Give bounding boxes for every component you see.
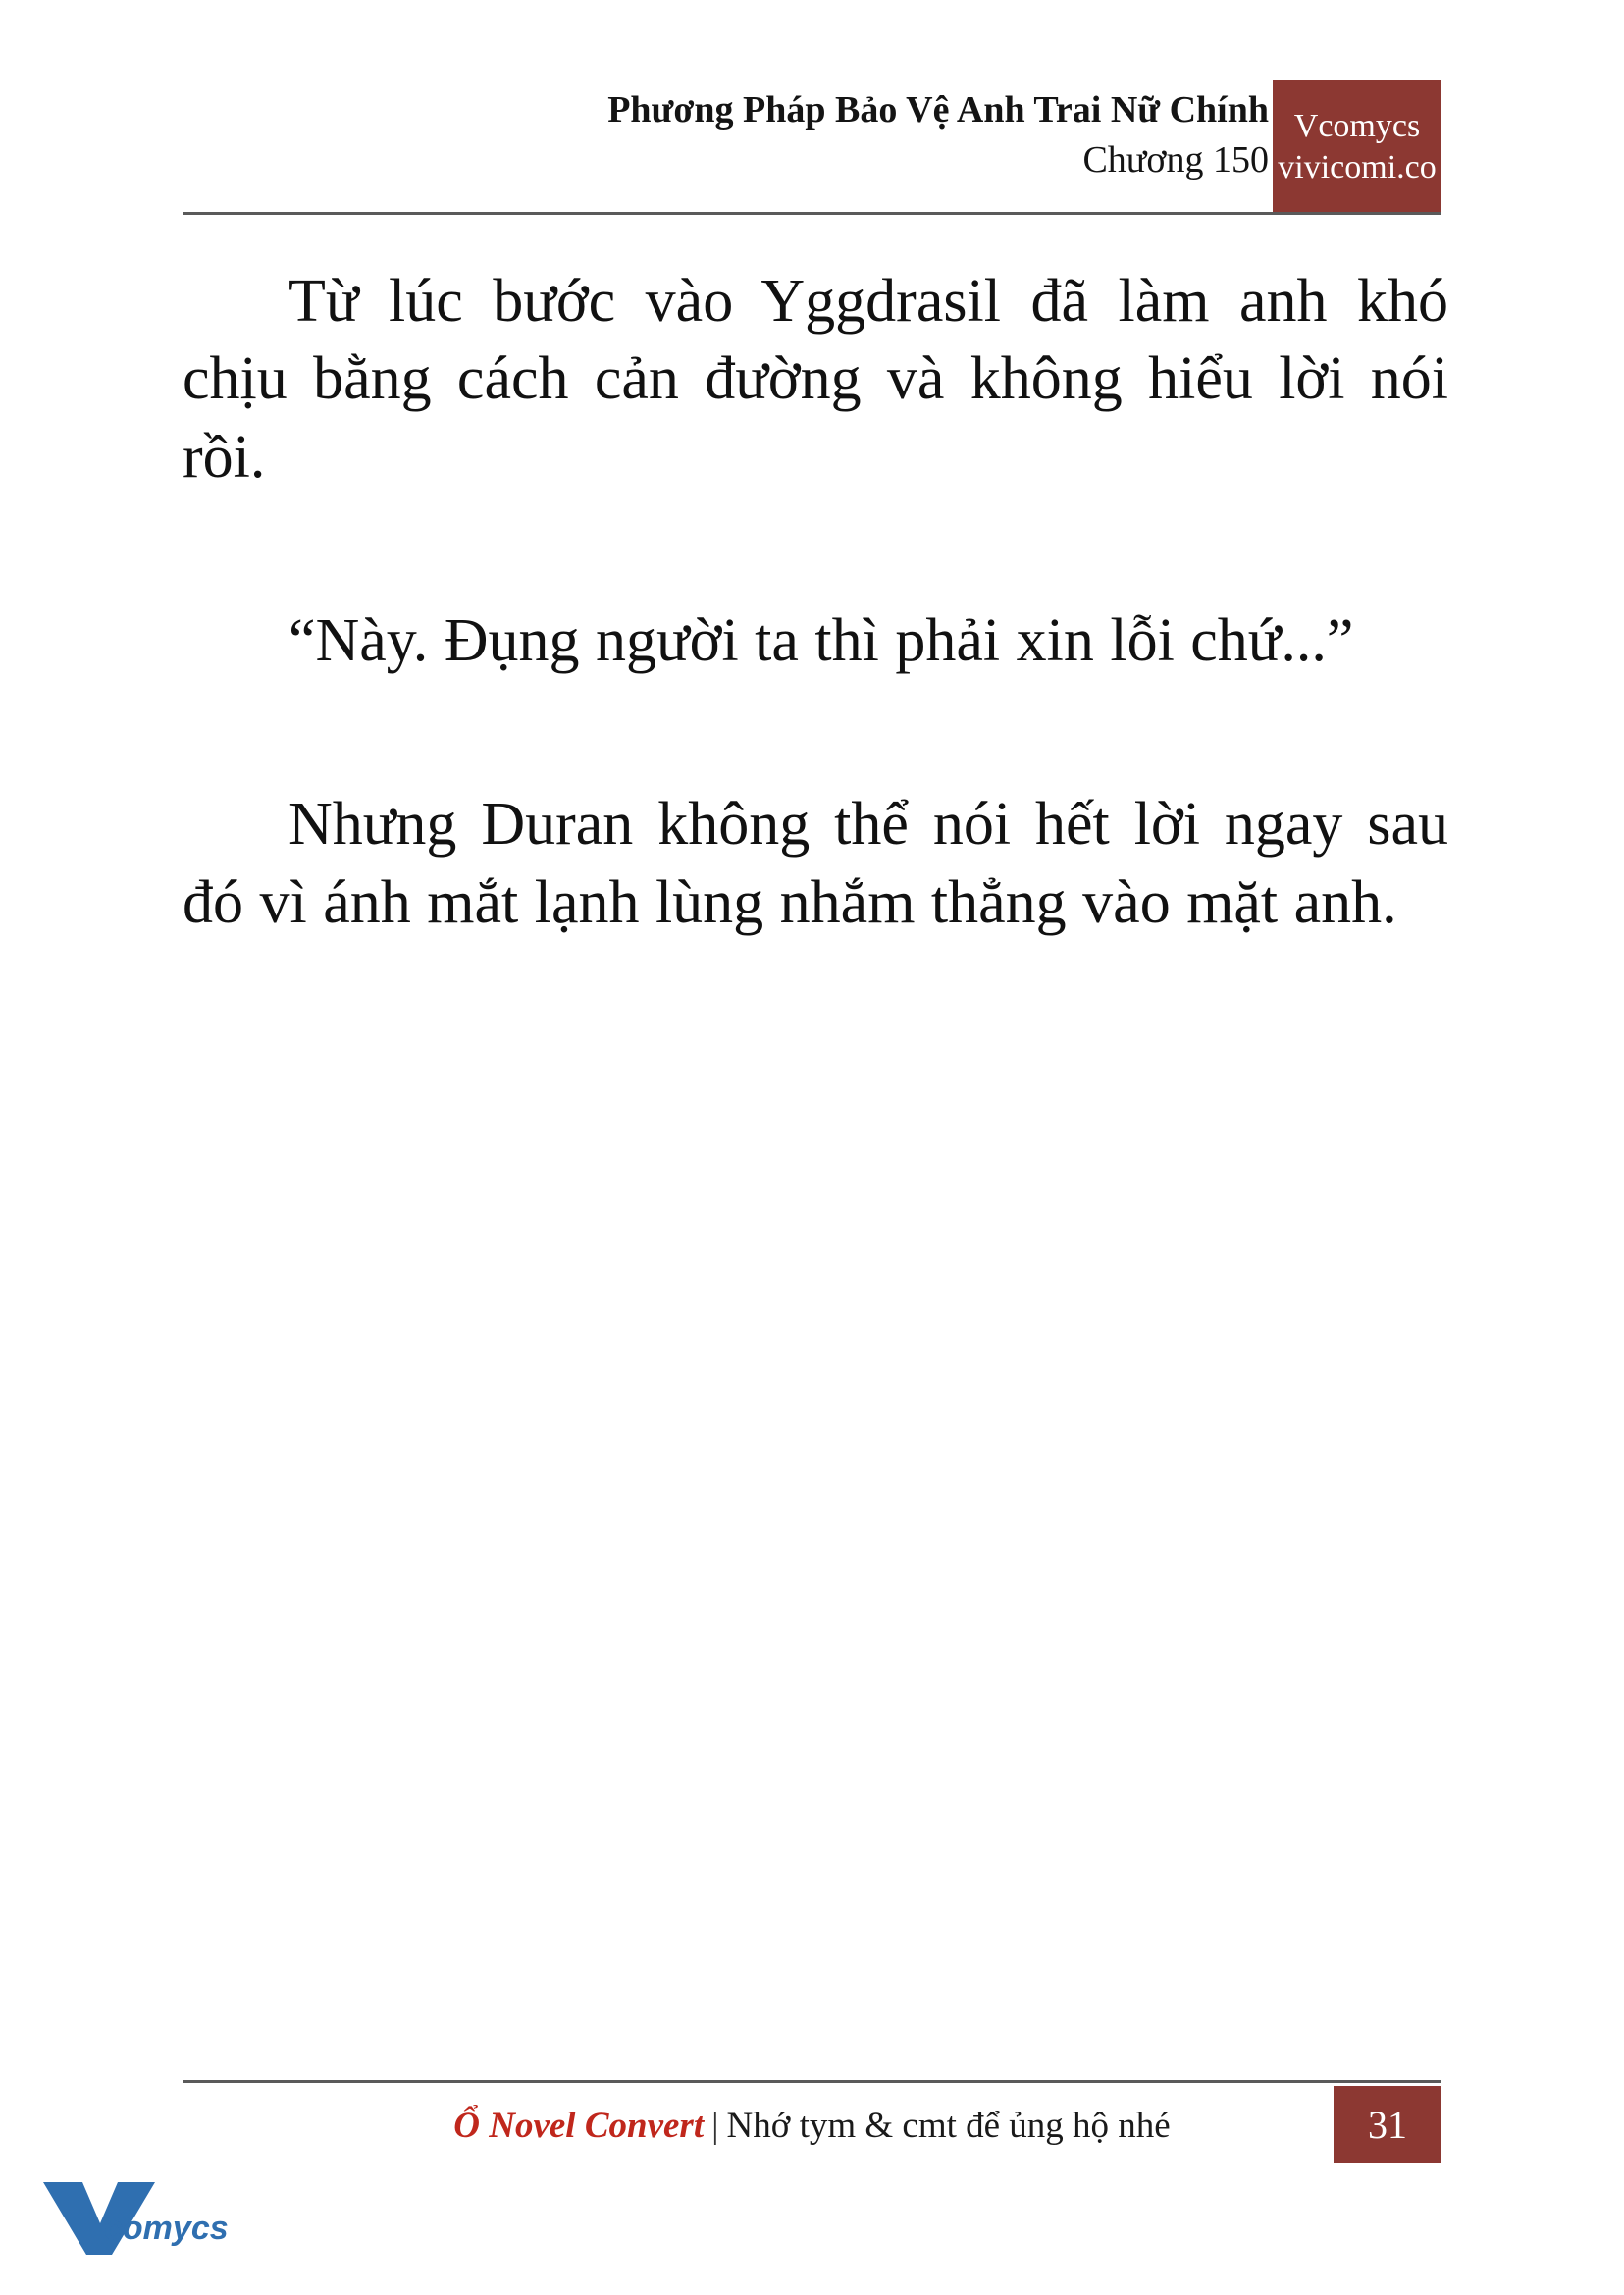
footer-credit <box>183 2090 1441 2161</box>
footer-separator: | <box>711 2105 719 2146</box>
header-divider <box>183 212 1441 215</box>
paragraph: “Này. Đụng người ta thì phải xin lỗi chứ...” <box>288 607 1354 675</box>
site-badge-name: Vcomycs <box>1293 107 1421 144</box>
chapter-label: Chương 150 <box>1082 139 1269 182</box>
book-title: Phương Pháp Bảo Vệ Anh Trai Nữ Chính <box>607 89 1269 130</box>
site-badge <box>1273 80 1441 214</box>
header-title-block <box>607 86 1269 185</box>
site-badge-url: vivicomi.co <box>1278 149 1437 185</box>
footer-brand: Ổ Novel Convert <box>453 2105 705 2146</box>
page-header <box>183 86 1441 214</box>
paragraph: Từ lúc bước vào Yggdrasil đã làm anh khó chịu bằng cách cản đường và không hiểu lời nói rồi. <box>183 268 1448 491</box>
page-footer <box>183 2080 1441 2174</box>
page-number: 31 <box>1334 2086 1441 2163</box>
page-content <box>183 263 1448 942</box>
paragraph: Nhưng Duran không thể nói hết lời ngay sau đó vì ánh mắt lạnh lùng nhắm thẳng vào mặt anh. <box>183 791 1448 936</box>
svg-text:comycs: comycs <box>104 2210 229 2247</box>
footer-note: Nhớ tym & cmt để ủng hộ nhé <box>726 2105 1171 2146</box>
vcomycs-logo-icon <box>39 2176 245 2261</box>
footer-divider <box>183 2080 1441 2083</box>
